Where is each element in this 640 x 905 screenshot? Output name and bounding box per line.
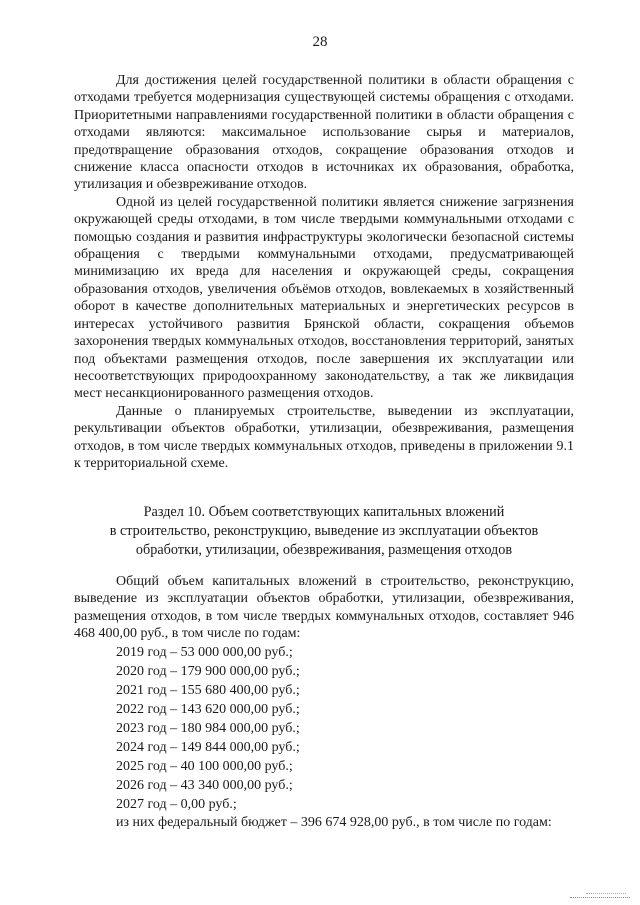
section-heading-line-3: обработки, утилизации, обезвреживания, размещения отходов [135, 542, 513, 558]
body-text-top [74, 72, 574, 472]
paragraph-2: Одной из целей государственной политики является снижение загрязнения окружающей среды отходами, в том числе твердыми коммунальными отходами с помощью создания и развития инфраструктуры экологически безопасной системы обращения с твердыми коммунальными отходами, предусматривающей минимизацию их вреда для населения и окружающей среды, сокращения образования отходов, увеличения объёмов отходов, вовлекаемых в хозяйственный оборот в качестве дополнительных материальных и энергетических ресурсов в интересах устойчивого развития Брянской области, сокращения объемов захоронения твердых коммунальных отходов, восстановления территорий, занятых под объектами размещения отходов, после завершения их эксплуатации или несоответствующих природоохранному законодательству, а так же ликвидация мест несанкционированного размещения отходов. [74, 194, 574, 402]
list-item: 2025 год – 40 100 000,00 руб.; [116, 759, 293, 774]
list-item: 2023 год – 180 984 000,00 руб.; [116, 721, 300, 736]
investment-paragraph: Общий объем капитальных вложений в строительство, реконструкцию, выведение из эксплуатации объектов обработки, утилизации, обезвреживания, размещения отходов, в том числе твердых коммунальных отходов, составляет 946 468 400,00 руб., в том числе по годам: [74, 574, 574, 642]
section-heading-line-1: Раздел 10. Объем соответствующих капитальных вложений [143, 504, 505, 520]
scan-mark [570, 897, 630, 899]
paragraph-3: Данные о планируемых строительстве, выведении из эксплуатации, рекультивации объектов обработки, утилизации, обезвреживания, размещения отходов, в том числе твердых коммунальных отходов, приведены в приложении 9.1 к территориальной схеме. [74, 403, 574, 471]
list-item: 2020 год – 179 900 000,00 руб.; [116, 664, 300, 679]
section-heading-line-2: в строительство, реконструкцию, выведение из эксплуатации объектов [109, 523, 539, 539]
investment-text [74, 573, 574, 643]
list-item: 2019 год – 53 000 000,00 руб.; [116, 645, 293, 660]
paragraph-1: Для достижения целей государственной политики в области обращения с отходами требуется модернизация существующей системы обращения с отходами. Приоритетными направлениями государственной политики в области обращения с отходами являются: максимальное использование сырья и материалов, предотвращение образования отходов, сокращение образования отходов и снижение класса опасности отходов в источниках их образования, обработка, утилизация и обезвреживание отходов. [74, 73, 574, 193]
list-item: 2022 год – 143 620 000,00 руб.; [116, 702, 300, 717]
scan-mark [586, 893, 626, 895]
page-number: 28 [312, 34, 328, 50]
list-item: 2024 год – 149 844 000,00 руб.; [116, 740, 300, 755]
list-item: 2021 год – 155 680 400,00 руб.; [116, 683, 300, 698]
section-heading [74, 503, 574, 560]
year-list [116, 643, 300, 814]
list-item: 2026 год – 43 340 000,00 руб.; [116, 778, 293, 793]
federal-budget-text [74, 814, 574, 832]
federal-budget-paragraph: из них федеральный бюджет – 396 674 928,00 руб., в том числе по годам: [116, 815, 552, 830]
list-item: 2027 год – 0,00 руб.; [116, 797, 237, 812]
